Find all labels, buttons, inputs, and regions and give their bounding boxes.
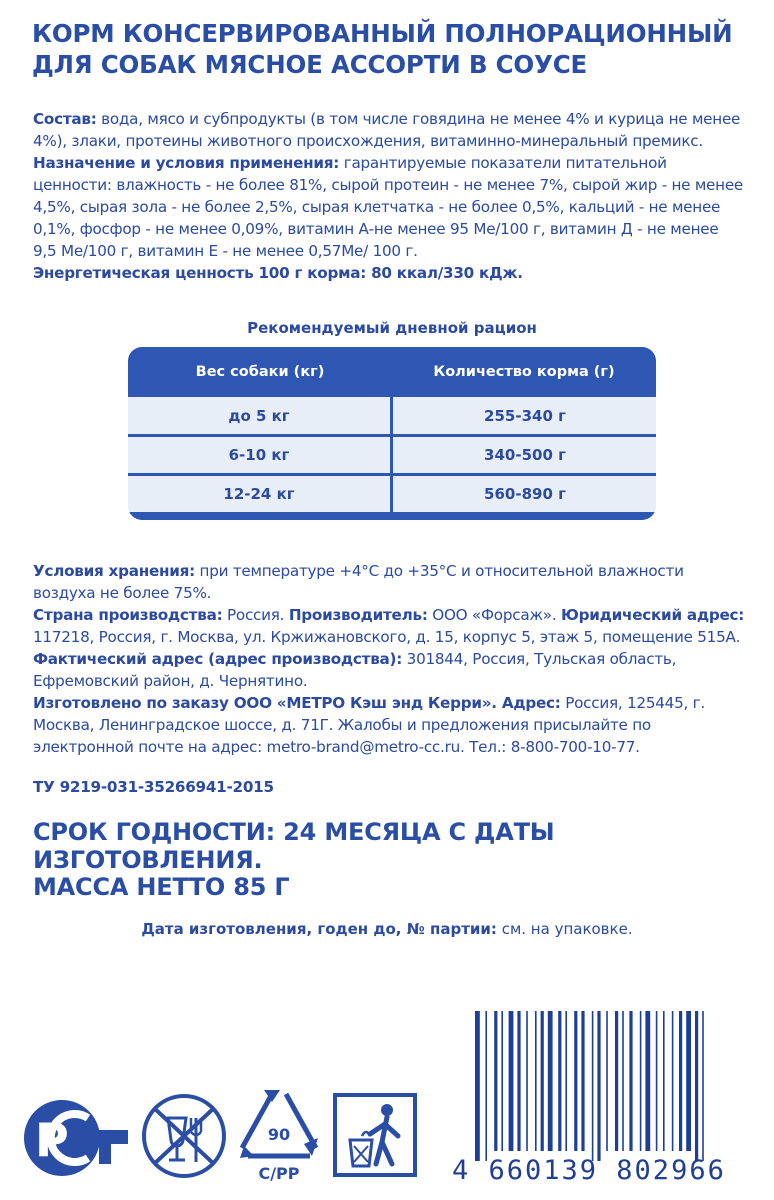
barcode-bar [597,1011,600,1161]
barcode-bar [517,1011,520,1151]
production-date-label: Дата изготовления, годен до, № партии: [141,920,497,938]
barcode-bar [606,1011,608,1151]
barcode-bar [548,1011,553,1151]
barcode-bar [501,1011,503,1151]
production-date-line [0,920,774,938]
composition-text: вода, мясо и субпродукты (в том числе говядина не менее 4% и курица не менее 4%), злаки, протеины животного происхождения, витаминно-минеральный премикс. [33,110,741,150]
product-title [32,18,752,80]
storage-text: при температуре +4°С до +35°С и относительной влажности воздуха не более 75%. [33,562,684,602]
barcode-bar [558,1011,561,1151]
barcode-bar [535,1011,537,1151]
barcode-bar [679,1011,682,1151]
barcode-bar [485,1011,487,1161]
barcode [475,1011,751,1161]
table-cell-weight-3: 12-24 кг [223,485,295,503]
shelf-life: СРОК ГОДНОСТИ: 24 МЕСЯЦА С ДАТЫ ИЗГОТОВЛЕНИЯ. [33,818,555,874]
ration-table [128,347,656,520]
legal-address-text: 117218, Россия, г. Москва, ул. Кржижановского, д. 15, корпус 5, этаж 5, помещение 515А. [33,628,741,646]
recycle-icon [234,1086,324,1182]
tu-code: ТУ 9219-031-35266941-2015 [33,778,274,796]
barcode-bar [656,1011,658,1151]
manufacturer-label: Производитель: [288,606,428,624]
barcode-bar [509,1011,514,1151]
header-dog-weight: Вес собаки (кг) [195,364,325,380]
barcode-bar [702,1011,704,1161]
trash-bin-icon [332,1092,418,1178]
ration-table-caption: Рекомендуемый дневной рацион [247,319,537,337]
barcode-bar [629,1011,632,1151]
barcode-bar [622,1011,624,1151]
recycle-material: C/PP [258,1164,300,1182]
table-divider-vertical [390,397,393,512]
net-mass: МАССА НЕТТО 85 Г [33,873,290,901]
barcode-bar [475,1011,480,1161]
barcode-bar [672,1011,674,1151]
barcode-bar [686,1011,691,1151]
barcode-bar [565,1011,567,1151]
ration-table-header [128,347,656,397]
barcode-bar [581,1011,584,1151]
country-text: Россия. [222,606,289,624]
table-cell-weight-1: до 5 кг [228,407,290,425]
barcode-bar [494,1011,497,1151]
rst-certification-icon [22,1096,130,1180]
production-date-text: см. на упаковке. [496,920,633,938]
composition-label: Состав: [33,110,97,128]
storage-label: Условия хранения: [33,562,195,580]
purpose-text: гарантируемые показатели питательной ценности: влажность - не более 81%, сырой протеин - не менее 7%, сырой жир - не менее 4,5%, сырая зола - не более 2,5%, сырая клетчатка - не более 0,5%, кальций - не менее 0,1%, фосфор - не менее 0,09%, витамин А-не менее 95 Ме/100 г, витамин Д - не менее 9,5 Ме/100 г, витамин Е - не менее 0,57Ме/ 100 г. [33,154,744,260]
header-food-amount: Количество корма (г) [433,364,615,380]
ration-table-footer [128,512,656,520]
energy-value: Энергетическая ценность 100 г корма: 80 ккал/330 кДж. [33,264,523,282]
manufacturer-text: ООО «Форсаж». [427,606,562,624]
barcode-digits: 4 660139 802966 [452,1155,726,1186]
table-cell-amount-3: 560-890 г [484,485,566,503]
storage-and-manufacturer-block [33,560,745,758]
barcode-bar [645,1011,650,1151]
barcode-bar [615,1011,618,1151]
ordered-by-label: Изготовлено по заказу ООО «МЕТРО Кэш энд Керри». Адрес: [33,694,561,712]
title-line-1: КОРМ КОНСЕРВИРОВАННЫЙ ПОЛНОРАЦИОННЫЙ [32,19,733,48]
barcode-bar [695,1011,698,1161]
actual-address-label: Фактический адрес (адрес производства): [33,650,403,668]
country-label: Страна производства: [33,606,223,624]
barcode-bar [592,1011,594,1161]
legal-address-label: Юридический адрес: [561,606,745,624]
barcode-bar [541,1011,544,1151]
table-cell-amount-2: 340-500 г [484,446,566,464]
actual-address-text: 301844, Россия, Тульская область, Ефремовский район, д. Чернятино. [33,650,677,690]
barcode-bar [640,1011,642,1151]
table-cell-amount-1: 255-340 г [484,407,566,425]
barcode-bar [526,1011,528,1151]
barcode-bar [574,1011,577,1151]
composition-block [33,108,745,284]
purpose-label: Назначение и условия применения: [33,154,340,172]
recycle-number: 90 [267,1125,291,1144]
barcode-bar [663,1011,665,1151]
svg-text:Р: Р [35,1113,69,1167]
not-food-contact-icon [140,1092,228,1180]
title-line-2: ДЛЯ СОБАК МЯСНОЕ АССОРТИ В СОУСЕ [32,50,588,79]
table-cell-weight-2: 6-10 кг [228,446,290,464]
ordered-by-text: Россия, 125445, г. Москва, Ленинградское шоссе, д. 71Г. Жалобы и предложения присылайте по электронной почте на адрес: metro-brand@metro-cc.ru. Тел.: 8-800-700-10-77. [33,694,705,756]
